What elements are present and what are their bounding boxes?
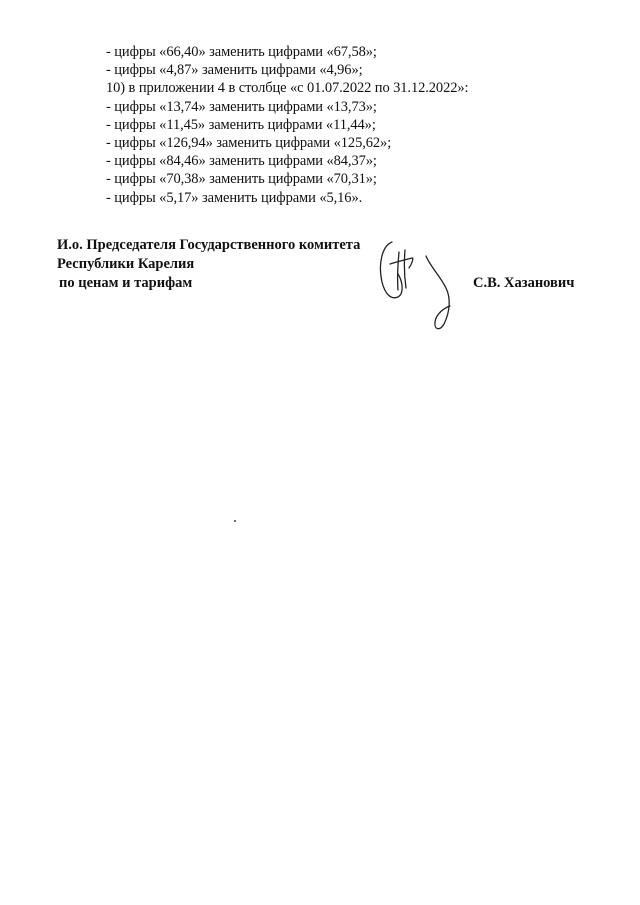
amendment-line: - цифры «5,17» заменить цифрами «5,16». — [106, 189, 363, 206]
amendment-line: - цифры «4,87» заменить цифрами «4,96»; — [106, 62, 363, 79]
amendments-list — [106, 43, 526, 207]
amendment-line: - цифры «66,40» заменить цифрами «67,58»; — [106, 44, 377, 60]
scan-artifact-dot — [234, 520, 236, 522]
signer-name: С.В. Хазанович — [473, 275, 575, 291]
signer-position-line-2: Республики Карелия — [57, 256, 195, 272]
amendment-line: - цифры «11,45» заменить цифрами «11,44»; — [106, 116, 376, 133]
amendment-line: - цифры «84,46» заменить цифрами «84,37»; — [106, 153, 377, 170]
amendment-line: - цифры «70,38» заменить цифрами «70,31»; — [106, 171, 377, 188]
amendment-line: - цифры «126,94» заменить цифрами «125,62»; — [106, 135, 392, 152]
signer-position-line-3: по ценам и тарифам — [59, 275, 193, 291]
amendment-line: - цифры «13,74» заменить цифрами «13,73»; — [106, 98, 377, 115]
signer-position-line-1: И.о. Председателя Государственного комитета — [57, 237, 361, 253]
amendment-line: 10) в приложении 4 в столбце «с 01.07.2022 по 31.12.2022»: — [106, 80, 469, 97]
signature-block — [57, 236, 597, 293]
handwritten-signature — [368, 234, 468, 334]
